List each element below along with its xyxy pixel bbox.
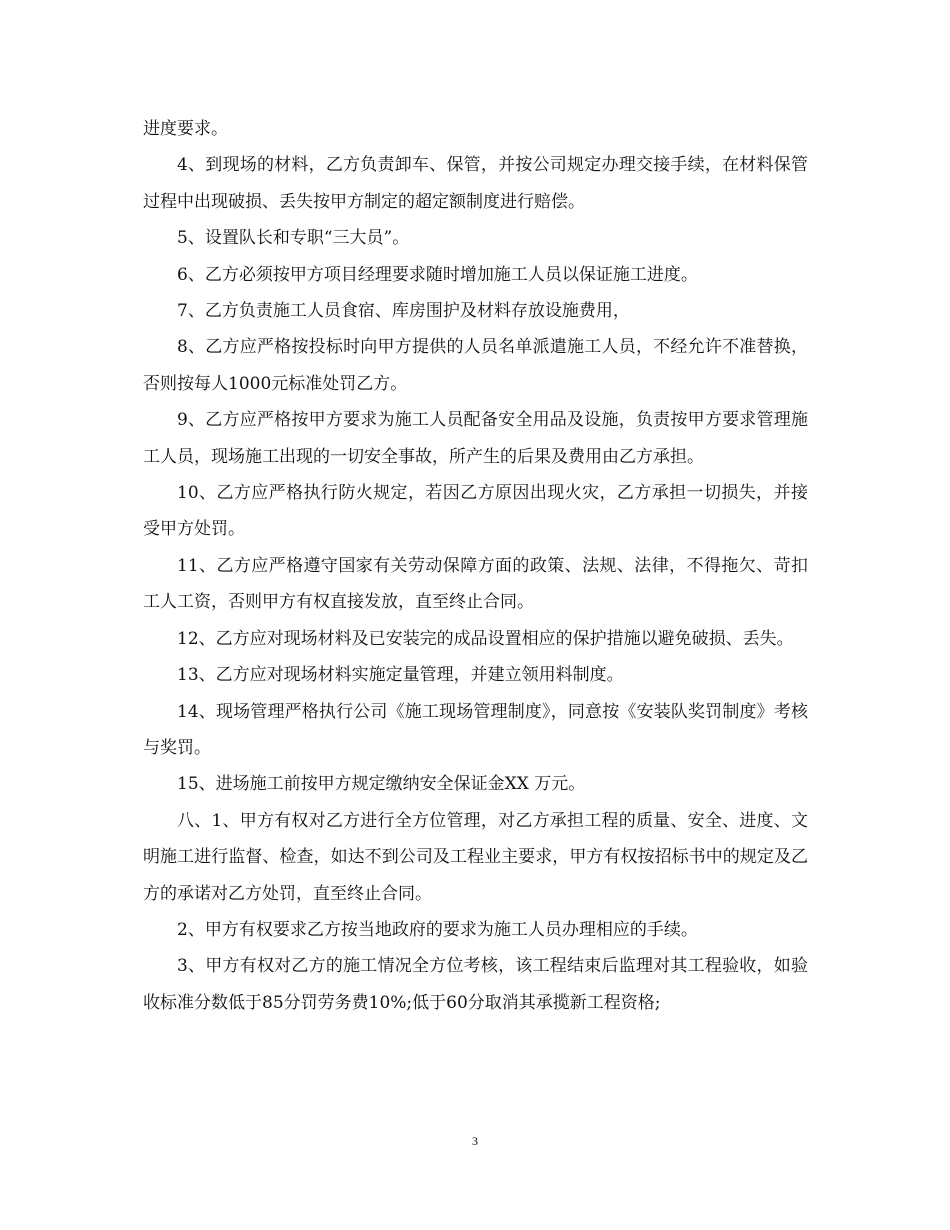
- paragraph-clause-15: 15、进场施工前按甲方规定缴纳安全保证金XX 万元。: [177, 774, 586, 795]
- document-body: [143, 111, 808, 1021]
- paragraph-clause-13: 13、乙方应对现场材料实施定量管理，并建立领用料制度。: [177, 665, 624, 686]
- paragraph-clause-8: 8、乙方应严格按投标时向甲方提供的人员名单派遣施工人员，不经允许不准替换，否则按每人1000元标准处罚乙方。: [143, 337, 808, 394]
- paragraph-continuation: 进度要求。: [143, 119, 228, 139]
- paragraph-clause-14: 14、现场管理严格执行公司《施工现场管理制度》，同意按《安装队奖罚制度》考核与奖罚。: [143, 701, 808, 758]
- paragraph-clause-4: 4、到现场的材料，乙方负责卸车、保管，并按公司规定办理交接手续，在材料保管过程中出现破损、丢失按甲方制定的超定额制度进行赔偿。: [143, 155, 808, 212]
- paragraph-clause-9: 9、乙方应严格按甲方要求为施工人员配备安全用品及设施，负责按甲方要求管理施工人员，现场施工出现的一切安全事故，所产生的后果及费用由乙方承担。: [143, 410, 808, 467]
- paragraph-clause-10: 10、乙方应严格执行防火规定，若因乙方原因出现火灾，乙方承担一切损失，并接受甲方处罚。: [143, 483, 808, 540]
- paragraph-section-8-clause-3: 3、甲方有权对乙方的施工情况全方位考核，该工程结束后监理对其工程验收，如验收标准分数低于85分罚劳务费10%;低于60分取消其承揽新工程资格;: [143, 956, 808, 1013]
- paragraph-clause-6: 6、乙方必须按甲方项目经理要求随时增加施工人员以保证施工进度。: [177, 264, 698, 285]
- page-number: 3: [472, 1134, 478, 1148]
- paragraph-clause-7: 7、乙方负责施工人员食宿、库房围护及材料存放设施费用，: [177, 301, 630, 322]
- paragraph-section-8-clause-1: 八、1、甲方有权对乙方进行全方位管理，对乙方承担工程的质量、安全、进度、文明施工进行监督、检查，如达不到公司及工程业主要求，甲方有权按招标书中的规定及乙方的承诺对乙方处罚，直至终止合同。: [143, 810, 808, 904]
- paragraph-clause-5: 5、设置队长和专职“三大员”。: [177, 228, 410, 249]
- paragraph-section-8-clause-2: 2、甲方有权要求乙方按当地政府的要求为施工人员办理相应的手续。: [177, 919, 698, 940]
- paragraph-clause-12: 12、乙方应对现场材料及已安装完的成品设置相应的保护措施以避免破损、丢失。: [177, 628, 794, 649]
- paragraph-clause-11: 11、乙方应严格遵守国家有关劳动保障方面的政策、法规、法律，不得拖欠、苛扣工人工资，否则甲方有权直接发放，直至终止合同。: [143, 555, 808, 613]
